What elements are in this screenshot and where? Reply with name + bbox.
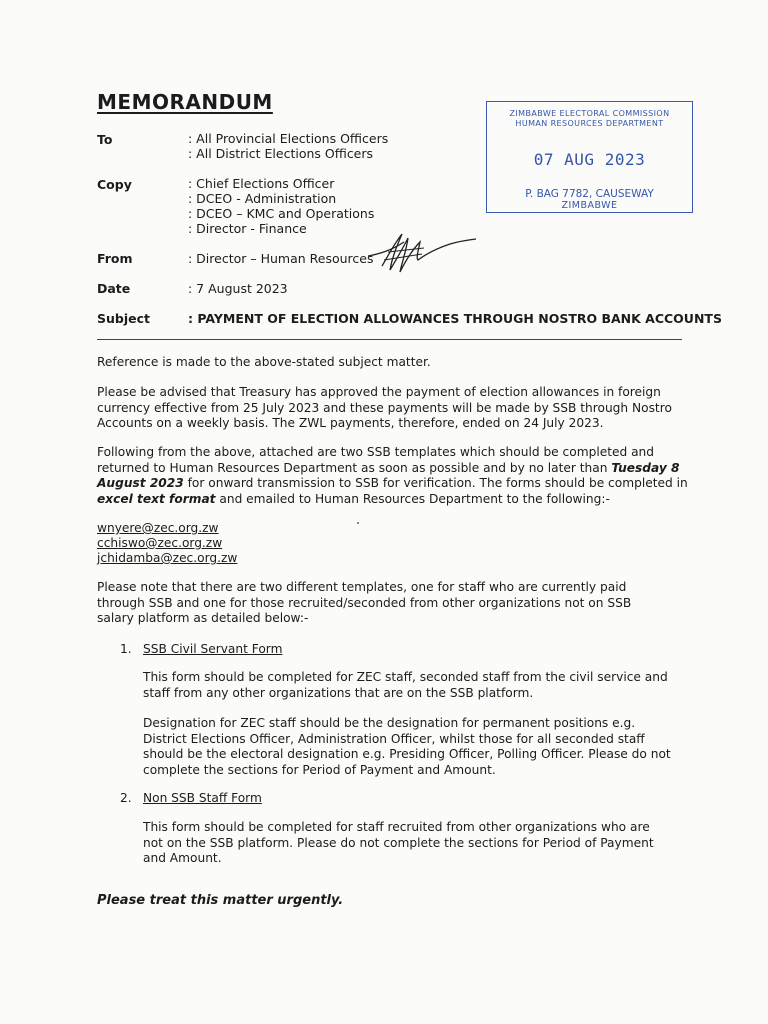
date-value: : 7 August 2023 xyxy=(188,281,288,296)
stamp-date: 07 AUG 2023 xyxy=(533,150,646,169)
list-number: 1. xyxy=(120,642,132,656)
paragraph-text: Please note that there are two different templates, one for staff who are currently paid through SSB and one for those recruited/seconded from other organizations not on SSB salary platform as detailed below:- xyxy=(97,580,632,625)
stamp-org: ZIMBABWE ELECTORAL COMMISSION xyxy=(509,109,670,118)
paragraph-text xyxy=(97,445,689,507)
email-link[interactable]: cchiswo@zec.org.zw xyxy=(97,536,223,550)
header-divider xyxy=(97,339,682,340)
copy-line: : DCEO - Administration xyxy=(188,191,337,206)
text-run: Following from the above, attached are two SSB templates which should be completed and returned to Human Resources Department as soon as possible and by no later than xyxy=(97,445,655,475)
to-line: : All District Elections Officers xyxy=(188,146,374,161)
text-run: for onward transmission to SSB for verification. The forms should be completed in xyxy=(183,476,688,490)
memo-title: MEMORANDUM xyxy=(97,90,273,114)
subject-value: : PAYMENT OF ELECTION ALLOWANCES THROUGH NOSTRO BANK ACCOUNTS xyxy=(188,311,722,326)
to-label: To xyxy=(97,132,113,147)
text-run: and emailed to Human Resources Department to the following:- xyxy=(215,491,610,506)
copy-line: : Director - Finance xyxy=(188,221,307,236)
subject-label: Subject xyxy=(97,311,150,326)
to-line: : All Provincial Elections Officers xyxy=(188,131,389,146)
signature-icon xyxy=(366,230,478,274)
stamp-department: HUMAN RESOURCES DEPARTMENT xyxy=(515,119,664,128)
format-text: excel text format xyxy=(97,491,216,506)
copy-label: Copy xyxy=(97,177,132,192)
from-value: : Director – Human Resources xyxy=(188,251,374,266)
copy-line: : DCEO – KMC and Operations xyxy=(188,206,375,221)
email-link[interactable]: jchidamba@zec.org.zw xyxy=(97,551,238,565)
to-value xyxy=(188,131,388,161)
list-item-title: SSB Civil Servant Form xyxy=(143,642,283,656)
paragraph-templates-note xyxy=(97,580,667,627)
date-label: Date xyxy=(97,281,131,296)
paragraph-templates xyxy=(97,445,689,507)
paragraph-text: Reference is made to the above-stated subject matter. xyxy=(97,355,431,369)
paragraph-reference xyxy=(97,355,697,371)
copy-line: : Chief Elections Officer xyxy=(188,176,335,191)
list-item-paragraph: Designation for ZEC staff should be the designation for permanent positions e.g. District Elections Officer, Administration Officer, whilst those for all seconded staff should be the electoral designation e.g. Presiding Officer, Polling Officer. Please do not complete the sections for Period of Payment and Amount. xyxy=(143,716,671,777)
list-number: 2. xyxy=(120,791,132,805)
stamp-country: ZIMBABWE xyxy=(561,200,618,211)
deadline-text: Tuesday 8 August 2023 xyxy=(97,460,680,490)
from-label: From xyxy=(97,251,133,266)
closing-note: Please treat this matter urgently. xyxy=(97,893,344,908)
list-item-title: Non SSB Staff Form xyxy=(143,791,262,805)
email-link[interactable]: wnyere@zec.org.zw xyxy=(97,521,219,535)
copy-value xyxy=(188,176,374,236)
received-stamp xyxy=(486,101,693,213)
paragraph-treasury xyxy=(97,385,692,432)
list-item-paragraph: This form should be completed for ZEC staff, seconded staff from the civil service and staff from any other organizations that are on the SSB platform. xyxy=(143,670,668,700)
list-item-paragraph: This form should be completed for staff recruited from other organizations who are not on the SSB platform. Please do not complete the sections for Period of Payment and Amount. xyxy=(143,820,654,865)
paragraph-text: Please be advised that Treasury has approved the payment of election allowances in foreign currency effective from 25 July 2023 and these payments will be made by SSB through Nostro Accounts on a weekly basis. The ZWL payments, therefore, ended on 24 July 2023. xyxy=(97,385,672,430)
speck xyxy=(357,522,359,524)
stamp-address: P. BAG 7782, CAUSEWAY xyxy=(525,188,654,200)
